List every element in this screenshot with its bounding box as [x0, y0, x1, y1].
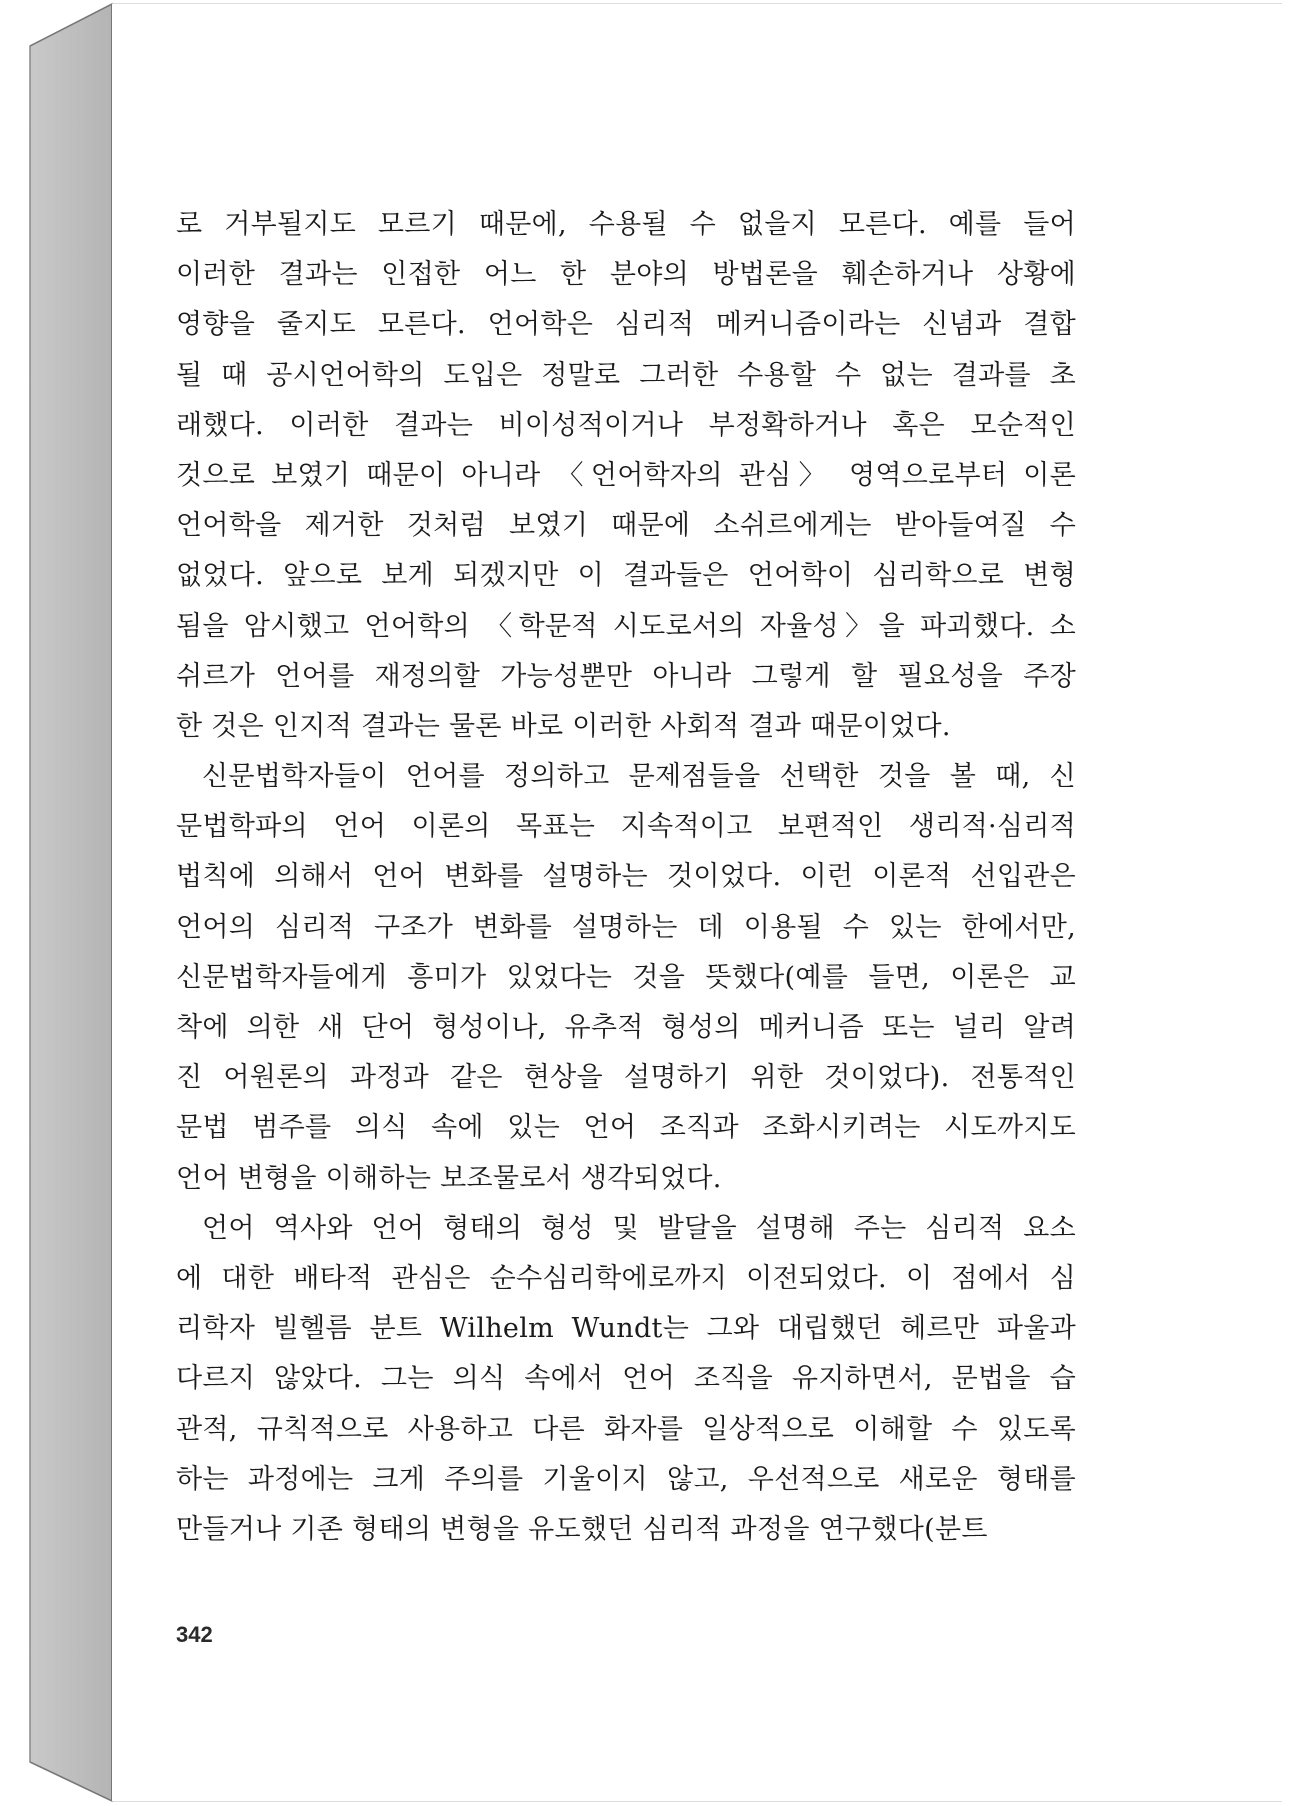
- text-line: 다르지 않았다. 그는 의식 속에서 언어 조직을 유지하면서, 문법을 습: [176, 1363, 1076, 1395]
- text-line: 한 것은 인지적 결과는 물론 바로 이러한 사회적 결과 때문이었다.: [176, 710, 951, 742]
- text-line: 쉬르가 언어를 재정의할 가능성뿐만 아니라 그렇게 할 필요성을 주장: [176, 660, 1076, 692]
- text-line: 됨을 암시했고 언어학의 〈학문적 시도로서의 자율성〉을 파괴했다. 소: [176, 610, 1076, 642]
- paragraph: [176, 752, 1076, 1204]
- paragraph: [176, 200, 1076, 752]
- text-line: 이러한 결과는 인접한 어느 한 분야의 방법론을 훼손하거나 상황에: [176, 259, 1076, 291]
- text-line: 될 때 공시언어학의 도입은 정말로 그러한 수용할 수 없는 결과를 초: [176, 359, 1076, 391]
- text-line: 언어 역사와 언어 형태의 형성 및 발달을 설명해 주는 심리적 요소: [202, 1212, 1076, 1244]
- text-line: 하는 과정에는 크게 주의를 기울이지 않고, 우선적으로 새로운 형태를: [176, 1463, 1076, 1495]
- text-line: 언어의 심리적 구조가 변화를 설명하는 데 이용될 수 있는 한에서만,: [176, 911, 1076, 943]
- text-line: 로 거부될지도 모르기 때문에, 수용될 수 없을지 모른다. 예를 들어: [176, 209, 1076, 240]
- text-line: 문법 범주를 의식 속에 있는 언어 조직과 조화시키려는 시도까지도: [176, 1112, 1076, 1144]
- text-line: 것으로 보였기 때문이 아니라 〈언어학자의 관심〉 영역으로부터 이론: [176, 459, 1076, 491]
- text-line: 리학자 빌헬름 분트 Wilhelm Wundt는 그와 대립했던 헤르만 파울과: [176, 1313, 1076, 1345]
- text-line: 영향을 줄지도 모른다. 언어학은 심리적 메커니즘이라는 신념과 결합: [176, 309, 1076, 341]
- text-line: 문법학파의 언어 이론의 목표는 지속적이고 보편적인 생리적·심리적: [176, 811, 1076, 843]
- paragraph: [176, 1204, 1076, 1555]
- text-line: 진 어원론의 과정과 같은 현상을 설명하기 위한 것이었다). 전통적인: [176, 1062, 1076, 1094]
- body-text: [176, 200, 1076, 1555]
- text-line: 언어 변형을 이해하는 보조물로서 생각되었다.: [176, 1162, 722, 1194]
- text-line: 없었다. 앞으로 보게 되겠지만 이 결과들은 언어학이 심리학으로 변형: [176, 560, 1076, 592]
- text-line: 신문법학자들에게 흥미가 있었다는 것을 뜻했다(예를 들면, 이론은 교: [176, 961, 1076, 993]
- page-number: 342: [176, 1622, 213, 1647]
- text-line: 관적, 규칙적으로 사용하고 다른 화자를 일상적으로 이해할 수 있도록: [176, 1413, 1076, 1445]
- text-line: 신문법학자들이 언어를 정의하고 문제점들을 선택한 것을 볼 때, 신: [202, 761, 1076, 793]
- text-line: 만들거나 기존 형태의 변형을 유도했던 심리적 과정을 연구했다(분트: [176, 1513, 988, 1545]
- text-line: 래했다. 이러한 결과는 비이성적이거나 부정확하거나 혹은 모순적인: [176, 409, 1076, 441]
- text-line: 언어학을 제거한 것처럼 보였기 때문에 소쉬르에게는 받아들여질 수: [176, 510, 1076, 542]
- text-line: 에 대한 배타적 관심은 순수심리학에로까지 이전되었다. 이 점에서 심: [176, 1262, 1076, 1294]
- text-line: 착에 의한 새 단어 형성이나, 유추적 형성의 메커니즘 또는 널리 알려: [176, 1012, 1076, 1043]
- text-line: 법칙에 의해서 언어 변화를 설명하는 것이었다. 이런 이론적 선입관은: [176, 861, 1076, 893]
